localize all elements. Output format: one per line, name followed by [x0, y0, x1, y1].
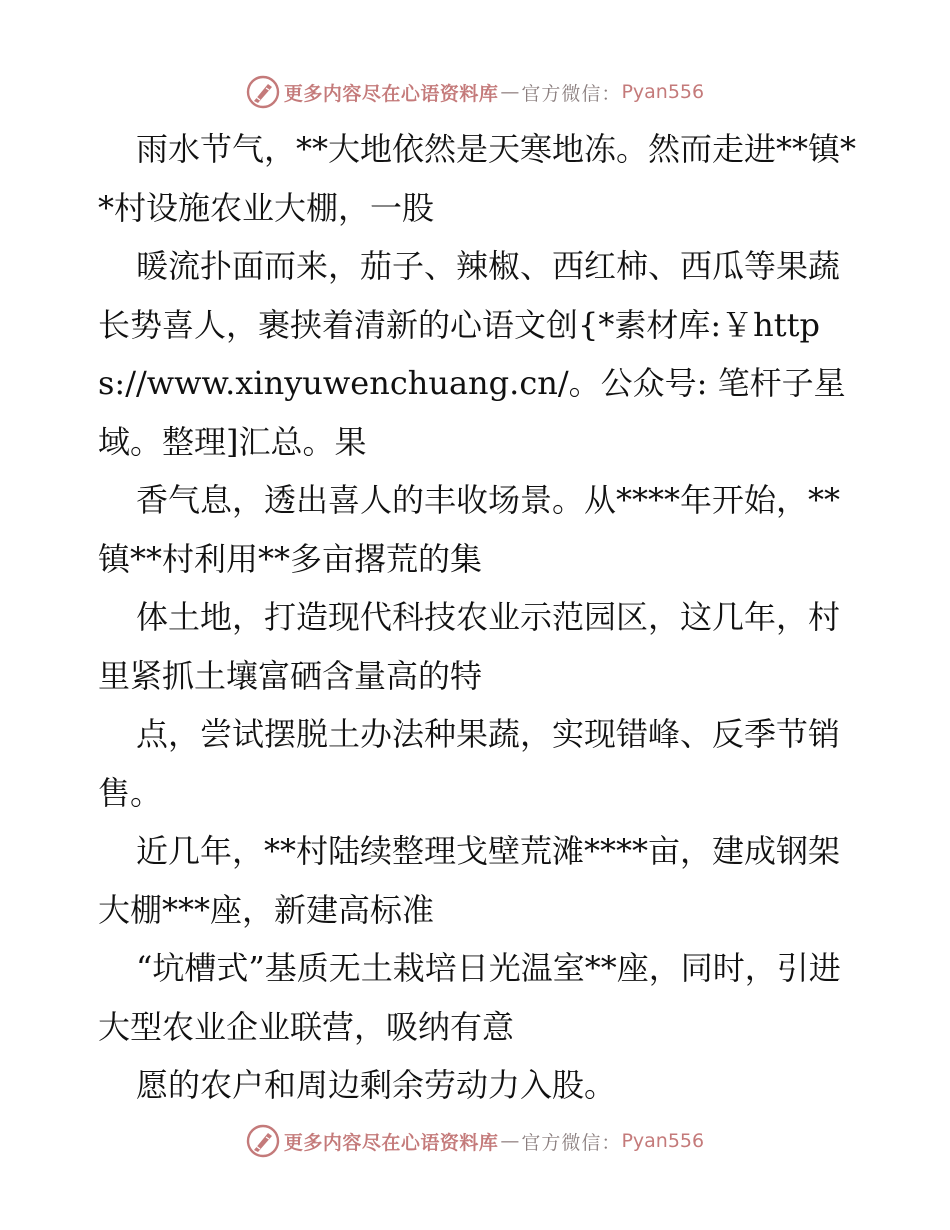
paragraph: “坑槽式”基质无土栽培日光温室**座，同时，引进大型农业企业联营，吸纳有意 — [98, 949, 841, 1046]
header-watermark-banner — [0, 72, 950, 112]
banner-official-label: 官方微信： — [521, 1131, 622, 1154]
paragraph: 愿的农户和周边剩余劳动力入股。 — [136, 1066, 617, 1104]
banner-wechat-id: Pyan556 — [621, 1130, 705, 1152]
banner-wechat-id: Pyan556 — [621, 81, 705, 103]
banner-main-text: 更多内容尽在心语资料库 — [283, 1131, 499, 1154]
paragraph: 点，尝试摆脱土办法种果蔬，实现错峰、反季节销售。 — [98, 715, 841, 812]
banner-dash: — — [500, 81, 520, 103]
document-body — [98, 120, 858, 1115]
quill-pen-logo-icon — [246, 1124, 280, 1158]
paragraph: 暖流扑面而来，茄子、辣椒、西红柿、西瓜等果蔬长势喜人，裹挟着清新的心语文创{*素材库:￥https://www.xinyuwenchuang.cn/。公众号: 笔杆子星域。整理]汇总。果 — [98, 247, 846, 461]
paragraph: 近几年，**村陆续整理戈壁荒滩****亩，建成钢架大棚***座，新建高标准 — [98, 832, 841, 929]
paragraph: 香气息，透出喜人的丰收场景。从****年开始，**镇**村利用**多亩撂荒的集 — [98, 481, 841, 578]
paragraph: 体土地，打造现代科技农业示范园区，这几年，村里紧抓土壤富硒含量高的特 — [98, 598, 841, 695]
banner-main-text: 更多内容尽在心语资料库 — [283, 82, 499, 105]
footer-watermark-banner — [0, 1121, 950, 1161]
banner-official-label: 官方微信： — [521, 82, 622, 105]
quill-pen-logo-icon — [246, 75, 280, 109]
banner-dash: — — [500, 1130, 520, 1152]
paragraph: 雨水节气，**大地依然是天寒地冻。然而走进**镇**村设施农业大棚，一股 — [98, 130, 857, 227]
